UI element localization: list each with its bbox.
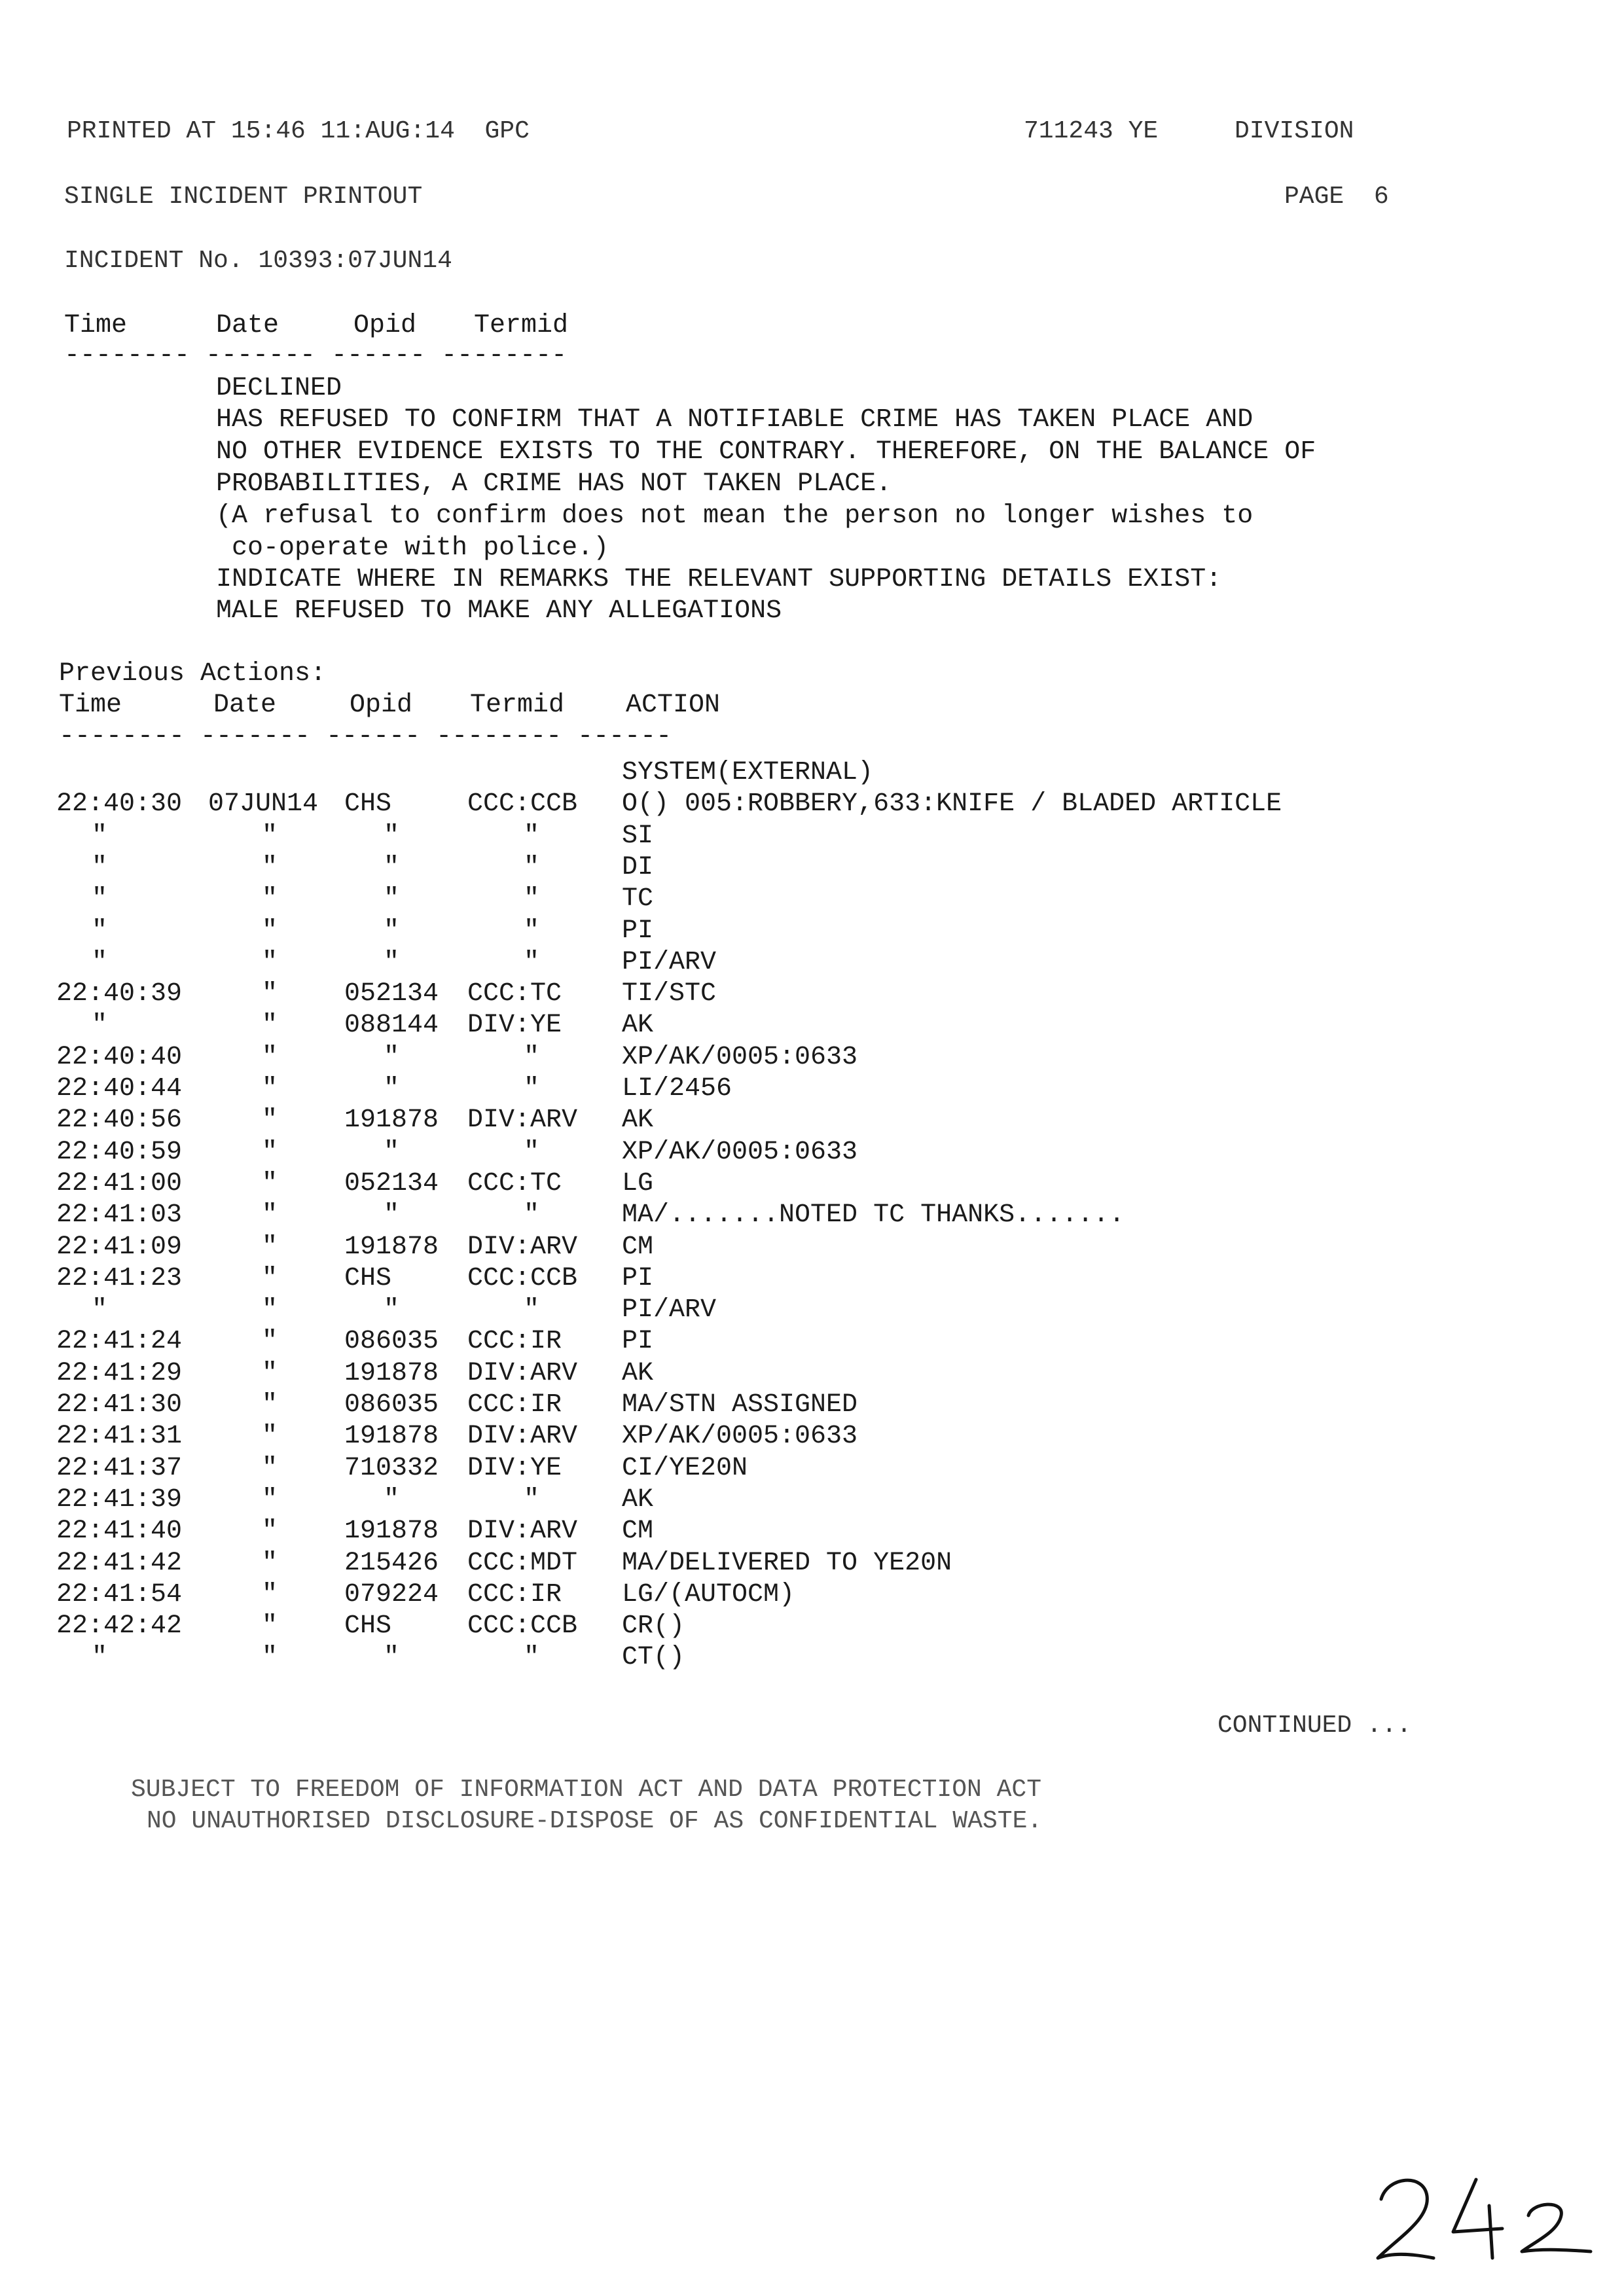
cell-opid: "	[384, 884, 400, 914]
cell-action: PI	[622, 1327, 654, 1357]
prev-col-termid-header: Termid	[470, 691, 565, 720]
cell-action: TC	[622, 884, 654, 914]
cell-action: XP/AK/0005:0633	[622, 1422, 858, 1452]
handwritten-page-number	[1362, 2160, 1610, 2278]
cell-date: "	[262, 1295, 278, 1325]
cell-date: "	[262, 884, 278, 914]
cell-action: CR()	[622, 1611, 685, 1641]
cell-time: "	[92, 1295, 108, 1325]
cell-date: "	[262, 1516, 278, 1547]
cell-date: "	[262, 1137, 278, 1167]
table-row	[0, 1105, 1624, 1137]
table-row	[0, 916, 1624, 948]
cell-termid: "	[524, 1137, 540, 1167]
continued-label: CONTINUED ...	[1218, 1712, 1412, 1740]
cell-time: "	[92, 1011, 108, 1041]
table-row	[0, 1516, 1624, 1548]
cell-opid: "	[384, 821, 400, 851]
cell-opid: 086035	[344, 1327, 439, 1357]
cell-time: "	[92, 947, 108, 977]
cell-time: 22:41:00	[56, 1168, 183, 1198]
cell-date: "	[262, 1611, 278, 1641]
cell-termid: "	[524, 1643, 540, 1673]
remark-line: co-operate with police.)	[216, 533, 609, 563]
cell-termid: DIV:ARV	[467, 1516, 578, 1547]
table-row	[0, 821, 1624, 853]
cell-opid: 079224	[344, 1579, 439, 1609]
table-row	[0, 1232, 1624, 1264]
cell-termid: CCC:IR	[467, 1327, 562, 1357]
cell-date: "	[262, 852, 278, 882]
cell-time: 22:40:30	[56, 789, 183, 819]
cell-action: MA/STN ASSIGNED	[622, 1390, 858, 1420]
cell-action: MA/.......NOTED TC THANKS.......	[622, 1200, 1125, 1230]
cell-termid: "	[524, 916, 540, 946]
prev-col-opid-header: Opid	[350, 691, 413, 720]
cell-date: "	[262, 1643, 278, 1673]
cell-action: PI	[622, 1263, 654, 1293]
cell-opid: 088144	[344, 1011, 439, 1041]
cell-action: MA/DELIVERED TO YE20N	[622, 1548, 952, 1578]
cell-date: "	[262, 1105, 278, 1136]
cell-date: "	[262, 979, 278, 1009]
cell-time: 22:41:37	[56, 1453, 183, 1483]
cell-opid: "	[384, 1295, 400, 1325]
cell-date: "	[262, 1263, 278, 1293]
division-label: DIVISION	[1235, 117, 1354, 145]
cell-action: TI/STC	[622, 979, 717, 1009]
cell-action: CM	[622, 1516, 654, 1547]
table-row	[0, 1359, 1624, 1390]
cell-date: "	[262, 821, 278, 851]
table-row	[0, 1611, 1624, 1643]
cell-date: "	[262, 1390, 278, 1420]
cell-date: "	[262, 1422, 278, 1452]
col-opid-header: Opid	[353, 311, 417, 340]
cell-opid: CHS	[344, 1263, 392, 1293]
col-termid-header: Termid	[474, 311, 569, 340]
cell-date: "	[262, 947, 278, 977]
cell-opid: 191878	[344, 1422, 439, 1452]
incident-number: INCIDENT No. 10393:07JUN14	[64, 247, 452, 275]
cell-opid: "	[384, 1484, 400, 1515]
table-row	[0, 789, 1624, 821]
cell-opid: "	[384, 1643, 400, 1673]
table-row	[0, 1074, 1624, 1105]
cell-time: "	[92, 821, 108, 851]
previous-actions-rule: -------- ------- ------ -------- ------	[59, 722, 672, 751]
cell-action: DI	[622, 852, 654, 882]
cell-termid: CCC:CCB	[467, 789, 578, 819]
cell-opid: CHS	[344, 1611, 392, 1641]
cell-termid: CCC:IR	[467, 1579, 562, 1609]
cell-time: "	[92, 884, 108, 914]
cell-termid: DIV:ARV	[467, 1422, 578, 1452]
table-row	[0, 1643, 1624, 1674]
cell-termid: DIV:ARV	[467, 1358, 578, 1388]
disclosure-notice: NO UNAUTHORISED DISCLOSURE-DISPOSE OF AS CONFIDENTIAL WASTE.	[147, 1807, 1043, 1835]
cell-opid: 710332	[344, 1453, 439, 1483]
cell-opid: "	[384, 1042, 400, 1072]
cell-date: "	[262, 1453, 278, 1483]
cell-time: 22:41:39	[56, 1484, 183, 1515]
cell-termid: CCC:MDT	[467, 1548, 578, 1578]
table-row	[0, 758, 1624, 789]
cell-action: CI/YE20N	[622, 1453, 748, 1483]
cell-date: "	[262, 1327, 278, 1357]
cell-action: PI/ARV	[622, 947, 717, 977]
cell-termid: "	[524, 1484, 540, 1515]
cell-date: "	[262, 1011, 278, 1041]
cell-action: LI/2456	[622, 1074, 732, 1103]
cell-date: "	[262, 1579, 278, 1609]
table-row	[0, 1295, 1624, 1327]
cell-opid: "	[384, 1074, 400, 1103]
remark-line: HAS REFUSED TO CONFIRM THAT A NOTIFIABLE CRIME HAS TAKEN PLACE AND	[216, 405, 1254, 435]
table-row	[0, 1454, 1624, 1485]
cell-time: 22:41:54	[56, 1579, 183, 1609]
cell-termid: CCC:TC	[467, 1168, 562, 1198]
foi-notice: SUBJECT TO FREEDOM OF INFORMATION ACT AND DATA PROTECTION ACT	[131, 1776, 1042, 1804]
cell-opid: 052134	[344, 1168, 439, 1198]
cell-action: AK	[622, 1011, 654, 1041]
cell-action: PI	[622, 916, 654, 946]
table-row	[0, 1549, 1624, 1580]
cell-date: "	[262, 916, 278, 946]
table-row	[0, 884, 1624, 916]
cell-opid: "	[384, 916, 400, 946]
table-row	[0, 1138, 1624, 1169]
table-row	[0, 1580, 1624, 1611]
cell-opid: 215426	[344, 1548, 439, 1578]
cell-time: 22:42:42	[56, 1611, 183, 1641]
table-row	[0, 1264, 1624, 1295]
cell-termid: CCC:TC	[467, 979, 562, 1009]
cell-date: "	[262, 1232, 278, 1262]
cell-opid: CHS	[344, 789, 392, 819]
cell-time: 22:41:29	[56, 1358, 183, 1388]
table-row	[0, 1422, 1624, 1453]
cell-termid: "	[524, 1074, 540, 1103]
cell-action: SI	[622, 821, 654, 851]
cell-date: "	[262, 1074, 278, 1103]
cell-time: 22:41:23	[56, 1263, 183, 1293]
table-row	[0, 979, 1624, 1011]
cell-termid: "	[524, 947, 540, 977]
table-row	[0, 1327, 1624, 1358]
remark-line: DECLINED	[216, 374, 342, 403]
cell-time: 22:41:30	[56, 1390, 183, 1420]
col-date-header: Date	[216, 311, 280, 340]
page-number: PAGE 6	[1284, 183, 1389, 211]
cell-action: AK	[622, 1105, 654, 1136]
cell-termid: CCC:CCB	[467, 1611, 578, 1641]
remark-line: NO OTHER EVIDENCE EXISTS TO THE CONTRARY. THEREFORE, ON THE BALANCE OF	[216, 437, 1316, 467]
cell-termid: "	[524, 1200, 540, 1230]
cell-time: 22:40:59	[56, 1137, 183, 1167]
cell-time: 22:41:09	[56, 1232, 183, 1262]
reference-number: 711243 YE	[1024, 117, 1159, 145]
printed-at: PRINTED AT 15:46 11:AUG:14 GPC	[67, 117, 530, 145]
remark-line: (A refusal to confirm does not mean the person no longer wishes to	[216, 501, 1254, 531]
cell-opid: 191878	[344, 1358, 439, 1388]
prev-col-date-header: Date	[213, 691, 277, 720]
cell-opid: 191878	[344, 1516, 439, 1547]
cell-termid: CCC:IR	[467, 1390, 562, 1420]
cell-time: 22:41:24	[56, 1327, 183, 1357]
cell-date: "	[262, 1484, 278, 1515]
cell-action: AK	[622, 1484, 654, 1515]
table-row	[0, 1043, 1624, 1074]
cell-termid: DIV:ARV	[467, 1232, 578, 1262]
cell-termid: DIV:YE	[467, 1011, 562, 1041]
header-rule: -------- ------- ------ --------	[64, 341, 568, 370]
cell-date: "	[262, 1548, 278, 1578]
table-row	[0, 1011, 1624, 1042]
cell-opid: "	[384, 1137, 400, 1167]
table-row	[0, 1485, 1624, 1516]
cell-time: "	[92, 852, 108, 882]
cell-date: "	[262, 1042, 278, 1072]
cell-termid: "	[524, 852, 540, 882]
cell-action: LG/(AUTOCM)	[622, 1579, 795, 1609]
cell-action: O() 005:ROBBERY,633:KNIFE / BLADED ARTICLE	[622, 789, 1282, 819]
cell-time: 22:40:40	[56, 1042, 183, 1072]
cell-opid: 191878	[344, 1105, 439, 1136]
cell-date: "	[262, 1358, 278, 1388]
cell-opid: 052134	[344, 979, 439, 1009]
previous-actions-title: Previous Actions:	[59, 659, 327, 689]
cell-action: AK	[622, 1358, 654, 1388]
table-row	[0, 1200, 1624, 1232]
cell-time: 22:40:56	[56, 1105, 183, 1136]
cell-termid: "	[524, 821, 540, 851]
cell-action: CM	[622, 1232, 654, 1262]
table-row	[0, 853, 1624, 884]
cell-opid: "	[384, 947, 400, 977]
cell-action: XP/AK/0005:0633	[622, 1042, 858, 1072]
cell-time: 22:40:39	[56, 979, 183, 1009]
remark-line: INDICATE WHERE IN REMARKS THE RELEVANT SUPPORTING DETAILS EXIST:	[216, 565, 1222, 594]
cell-time: "	[92, 916, 108, 946]
cell-time: 22:41:31	[56, 1422, 183, 1452]
cell-action: LG	[622, 1168, 654, 1198]
cell-action: PI/ARV	[622, 1295, 717, 1325]
cell-time: 22:41:03	[56, 1200, 183, 1230]
cell-opid: 191878	[344, 1232, 439, 1262]
cell-time: "	[92, 1643, 108, 1673]
table-row	[0, 1169, 1624, 1200]
cell-time: 22:41:42	[56, 1548, 183, 1578]
document-title: SINGLE INCIDENT PRINTOUT	[64, 183, 423, 211]
table-row	[0, 1390, 1624, 1422]
cell-time: 22:41:40	[56, 1516, 183, 1547]
cell-termid: DIV:ARV	[467, 1105, 578, 1136]
cell-time: 22:40:44	[56, 1074, 183, 1103]
cell-opid: "	[384, 852, 400, 882]
cell-termid: "	[524, 884, 540, 914]
prev-col-action-header: ACTION	[626, 691, 721, 720]
cell-action: XP/AK/0005:0633	[622, 1137, 858, 1167]
cell-date: 07JUN14	[208, 789, 319, 819]
cell-termid: CCC:CCB	[467, 1263, 578, 1293]
remark-line: MALE REFUSED TO MAKE ANY ALLEGATIONS	[216, 596, 782, 626]
cell-termid: DIV:YE	[467, 1453, 562, 1483]
cell-action: CT()	[622, 1643, 685, 1673]
col-time-header: Time	[64, 311, 128, 340]
prev-col-time-header: Time	[59, 691, 122, 720]
remark-line: PROBABILITIES, A CRIME HAS NOT TAKEN PLACE.	[216, 469, 892, 499]
cell-termid: "	[524, 1042, 540, 1072]
table-row	[0, 948, 1624, 979]
cell-opid: 086035	[344, 1390, 439, 1420]
cell-termid: "	[524, 1295, 540, 1325]
cell-date: "	[262, 1168, 278, 1198]
cell-action: SYSTEM(EXTERNAL)	[622, 758, 874, 787]
cell-opid: "	[384, 1200, 400, 1230]
cell-date: "	[262, 1200, 278, 1230]
